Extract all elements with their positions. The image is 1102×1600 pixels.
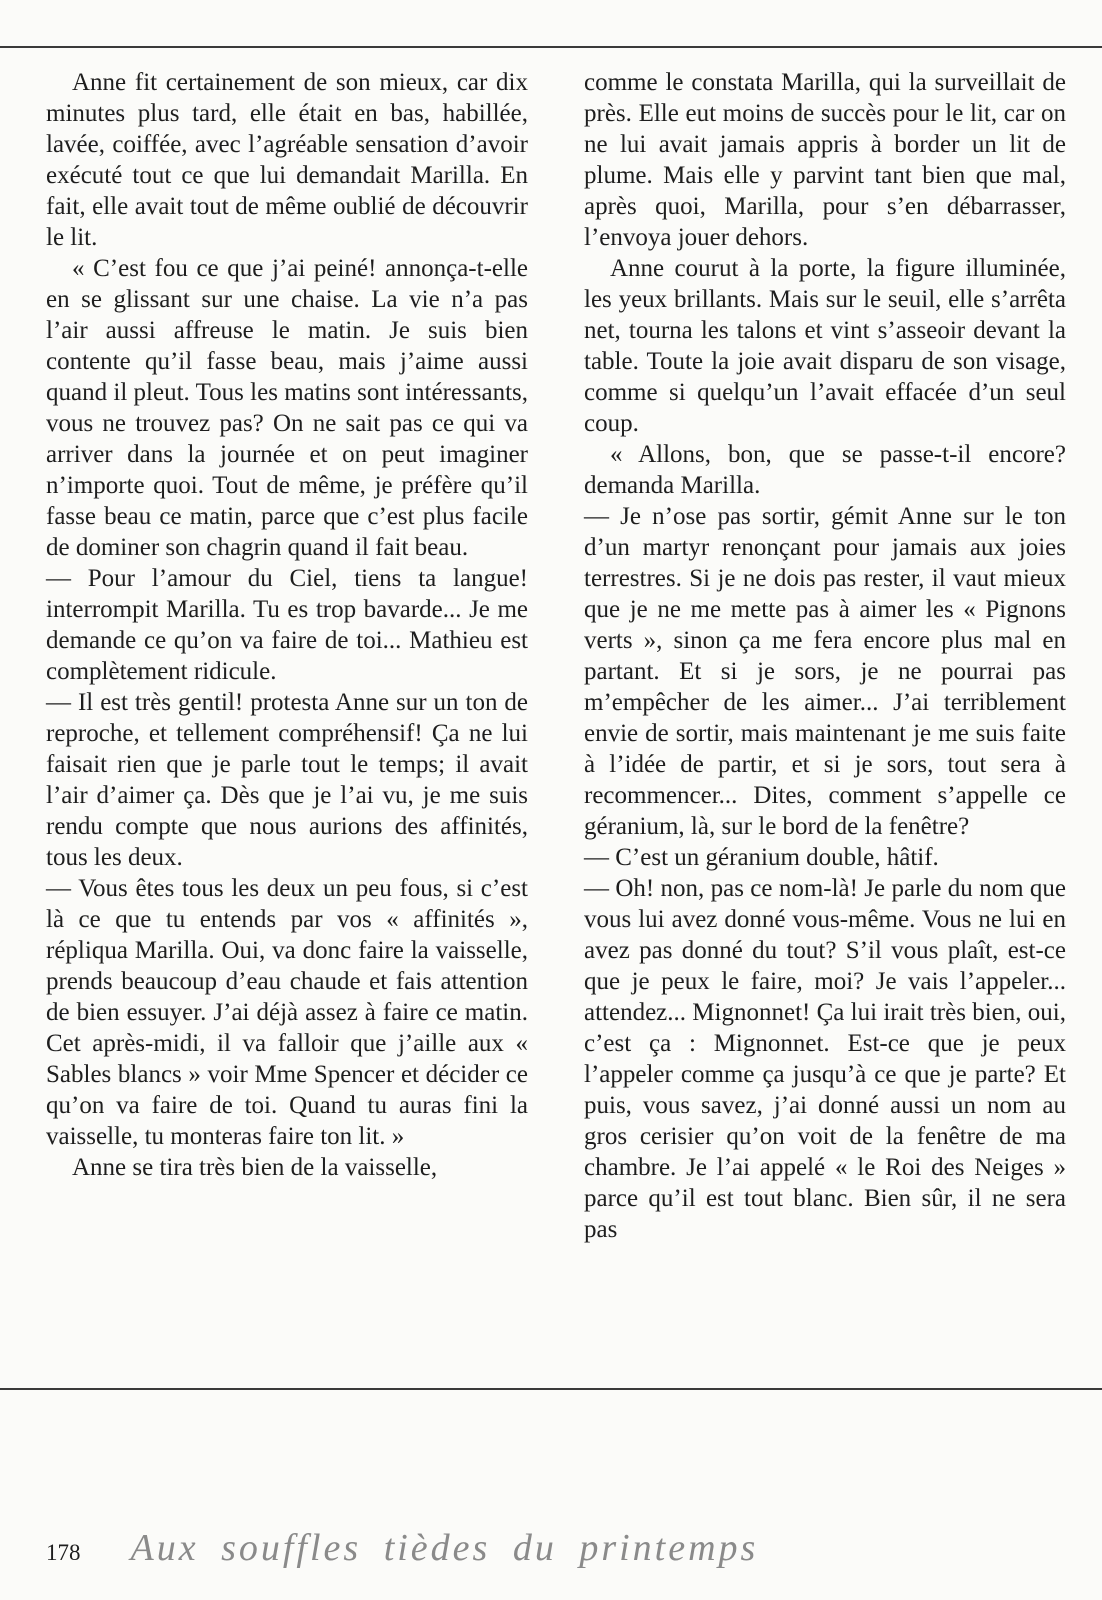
bottom-rule <box>0 1388 1102 1390</box>
paragraph: — Pour l’amour du Ciel, tiens ta langue! interrompit Marilla. Tu es trop bavarde... Je me demande ce qu’on va faire de toi... Mathieu est complètement ridicule. <box>46 565 528 685</box>
paragraph: « Allons, bon, que se passe-t-il encore? demanda Marilla. <box>584 441 1066 499</box>
page-number: 178 <box>46 1540 81 1565</box>
paragraph: — Vous êtes tous les deux un peu fous, si c’est là ce que tu entends par vos « affinités », répliqua Marilla. Oui, va donc faire la vaisselle, prends beaucoup d’eau chaude et fais attention de bien essuyer. J’ai déjà assez à faire ce matin. Cet après-midi, il va falloir que j’aille aux « Sables blancs » voir Mme Spencer et décider ce qu’on va faire de toi. Quand tu auras fini la vaisselle, tu monteras faire ton lit. » <box>46 875 528 1150</box>
paragraph: — C’est un géranium double, hâtif. <box>584 844 939 871</box>
running-title: Aux souffles tièdes du printemps <box>130 1527 759 1569</box>
paragraph: — Oh! non, pas ce nom-là! Je parle du nom que vous lui avez donné vous-même. Vous ne lui en avez pas donné du tout? S’il vous plaît, est-ce que je peux le faire, moi? Je vais l’appeler... attendez... Mignonnet! Ça lui irait très bien, oui, c’est ça : Mignonnet. Est-ce que je peux l’appeler comme ça jusqu’à ce que je parte? Et puis, vous savez, j’ai donné aussi un nom au gros cerisier qu’on voit de la fenêtre de ma chambre. Je l’ai appelé « le Roi des Neiges » parce qu’il est tout blanc. Bien sûr, il ne sera pas <box>584 875 1066 1243</box>
right-column <box>584 67 1066 1245</box>
left-column <box>46 67 528 1183</box>
paragraph: Anne courut à la porte, la figure illuminée, les yeux brillants. Mais sur le seuil, elle s’arrêta net, tourna les talons et vint s’asseoir devant la table. Toute la joie avait disparu de son visage, comme si quelqu’un l’avait effacée d’un seul coup. <box>584 255 1066 437</box>
paragraph: — Je n’ose pas sortir, gémit Anne sur le ton d’un martyr renonçant pour jamais aux joies terrestres. Si je ne dois pas rester, il vaut mieux que je ne me mette pas à aimer les « Pignons verts », sinon ça me fera encore plus mal en partant. Et si je sors, je ne pourrai pas m’empêcher de les aimer... J’ai terriblement envie de sortir, mais maintenant je me suis faite à l’idée de partir, et si je sors, tout sera à recommencer... Dites, comment s’appelle ce géranium, là, sur le bord de la fenêtre? <box>584 503 1066 840</box>
paragraph: « C’est fou ce que j’ai peiné! annonça-t-elle en se glissant sur une chaise. La vie n’a pas l’air aussi affreuse le matin. Je suis bien contente qu’il fasse beau, mais j’aime aussi quand il pleut. Tous les matins sont intéressants, vous ne trouvez pas? On ne sait pas ce qui va arriver dans la journée et on peut imaginer n’importe quoi. Tout de même, je préfère qu’il fasse beau ce matin, parce que c’est plus facile de dominer son chagrin quand il fait beau. <box>46 255 528 561</box>
paragraph: Anne fit certainement de son mieux, car dix minutes plus tard, elle était en bas, habillée, lavée, coiffée, avec l’agréable sensation d’avoir exécuté tout ce que lui demandait Marilla. En fait, elle avait tout de même oublié de découvrir le lit. <box>46 69 528 251</box>
paragraph: comme le constata Marilla, qui la surveillait de près. Elle eut moins de succès pour le lit, car on ne lui avait jamais appris à border un lit de plume. Mais elle y parvint tant bien que mal, après quoi, Marilla, pour s’en débarrasser, l’envoya jouer dehors. <box>584 69 1066 251</box>
paragraph: Anne se tira très bien de la vaisselle, <box>72 1154 438 1181</box>
paragraph: — Il est très gentil! protesta Anne sur un ton de reproche, et tellement compréhensif! Ça ne lui faisait rien que je parle tout le temps; il avait l’air d’aimer ça. Dès que je l’ai vu, je me suis rendu compte que nous aurions des affinités, tous les deux. <box>46 689 528 871</box>
top-rule <box>0 46 1102 48</box>
page-footer <box>46 1526 758 1576</box>
